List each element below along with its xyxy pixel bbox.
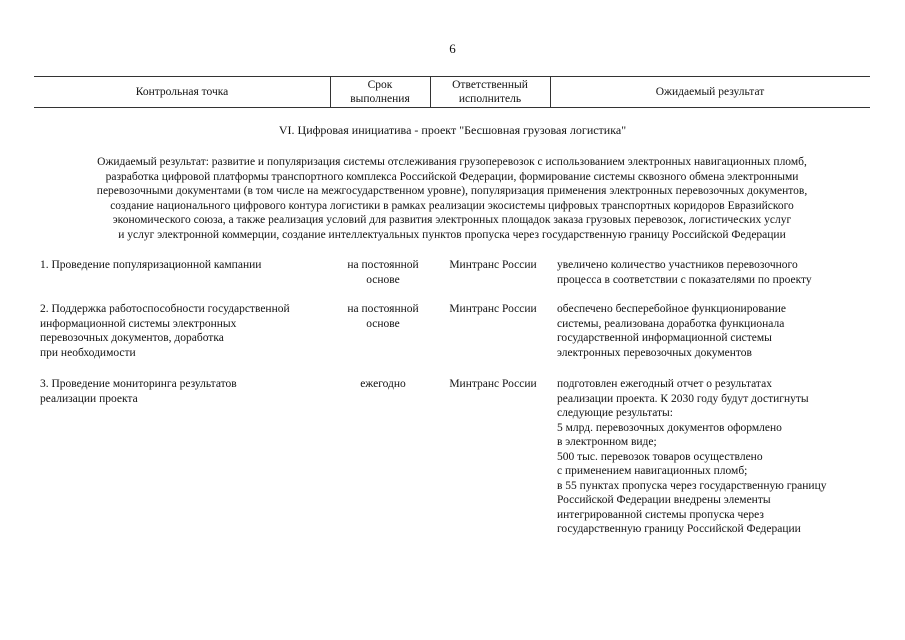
expected-result-line: перевозочными документами (в том числе на межгосударственном уровне), популяризация применения электронных перевозочных документов,: [96, 185, 808, 197]
result-text: реализации проекта. К 2030 году будут достигнуты: [557, 392, 809, 405]
responsible-cell: [440, 302, 546, 317]
expected-result-line: разработка цифровой платформы транспортного комплекса Российской Федерации, формирование системы сквозного обмена электронными: [105, 170, 799, 183]
deadline-text: на постоянной: [347, 303, 419, 315]
deadline-text: на постоянной: [347, 259, 419, 271]
deadline-cell: [333, 302, 433, 331]
responsible-cell: [440, 258, 546, 273]
expected-result-line: создание национального цифрового контура логистики в рамках реализации экосистемы цифровых транспортных коридоров Евразийского: [110, 199, 794, 212]
deadline-text: основе: [366, 317, 400, 330]
result-text: Российской Федерации внедрены элементы: [557, 494, 771, 506]
responsible-text: Минтранс России: [449, 378, 537, 390]
page-number: 6: [449, 41, 456, 56]
expected-result-line: и услуг электронной коммерции, создание интеллектуальных пунктов пропуска через государственную границу Российской Федерации: [118, 228, 786, 241]
expected-result-line: Ожидаемый результат: развитие и популяризация системы отслеживания грузоперевозок с использованием электронных навигационных пломб,: [97, 156, 807, 168]
result-text: электронных перевозочных документов: [557, 346, 752, 359]
result-text: системы, реализована доработка функционала: [557, 317, 785, 330]
result-text: интегрированной системы пропуска через: [557, 508, 764, 521]
header-expected-result: Ожидаемый результат: [655, 86, 765, 98]
deadline-cell: [333, 377, 433, 392]
deadline-cell: [333, 258, 433, 287]
result-cell: [557, 302, 877, 360]
result-text: государственную границу Российской Федерации: [557, 523, 801, 535]
result-text: в 55 пунктах пропуска через государственную границу: [557, 479, 827, 492]
result-text: увеличено количество участников перевозочного: [557, 259, 798, 271]
control-point-text: 1. Проведение популяризационной кампании: [40, 259, 262, 271]
header-control-point: Контрольная точка: [135, 86, 229, 98]
control-point-cell: [40, 258, 330, 273]
result-text: 500 тыс. перевозок товаров осуществлено: [557, 450, 763, 463]
deadline-text: основе: [366, 273, 400, 286]
result-text: в электронном виде;: [557, 436, 657, 448]
result-cell: [557, 258, 877, 287]
header-responsible: Ответственный исполнитель: [452, 79, 528, 105]
control-point-text: 3. Проведение мониторинга результатов: [40, 378, 237, 390]
result-cell: [557, 377, 877, 537]
control-point-text: информационной системы электронных: [40, 317, 237, 330]
result-text: подготовлен ежегодный отчет о результатах: [557, 378, 772, 390]
header-deadline: Срок выполнения: [350, 79, 410, 105]
control-point-text: при необходимости: [40, 346, 136, 359]
control-point-text: реализации проекта: [40, 392, 138, 405]
expected-result-paragraph: [34, 155, 870, 242]
result-text: 5 млрд. перевозочных документов оформлено: [557, 421, 782, 434]
result-text: процесса в соответствии с показателями по проекту: [557, 273, 812, 286]
responsible-cell: [440, 377, 546, 392]
responsible-text: Минтранс России: [449, 259, 537, 271]
section-title: VI. Цифровая инициатива - проект "Бесшовная грузовая логистика": [278, 123, 627, 137]
responsible-text: Минтранс России: [449, 303, 537, 315]
expected-result-line: экономического союза, а также реализация условий для развития электронных площадок заказа грузовых перевозок, логистических услуг: [112, 214, 792, 226]
control-point-cell: [40, 377, 330, 406]
control-point-cell: [40, 302, 330, 360]
result-text: обеспечено бесперебойное функционирование: [557, 303, 786, 315]
result-text: следующие результаты:: [557, 407, 673, 419]
result-text: с применением навигационных пломб;: [557, 465, 748, 477]
table-header: [34, 76, 870, 108]
control-point-text: перевозочных документов, доработка: [40, 332, 224, 344]
control-point-text: 2. Поддержка работоспособности государственной: [40, 303, 290, 315]
result-text: государственной информационной системы: [557, 332, 772, 344]
deadline-text: ежегодно: [360, 378, 406, 390]
